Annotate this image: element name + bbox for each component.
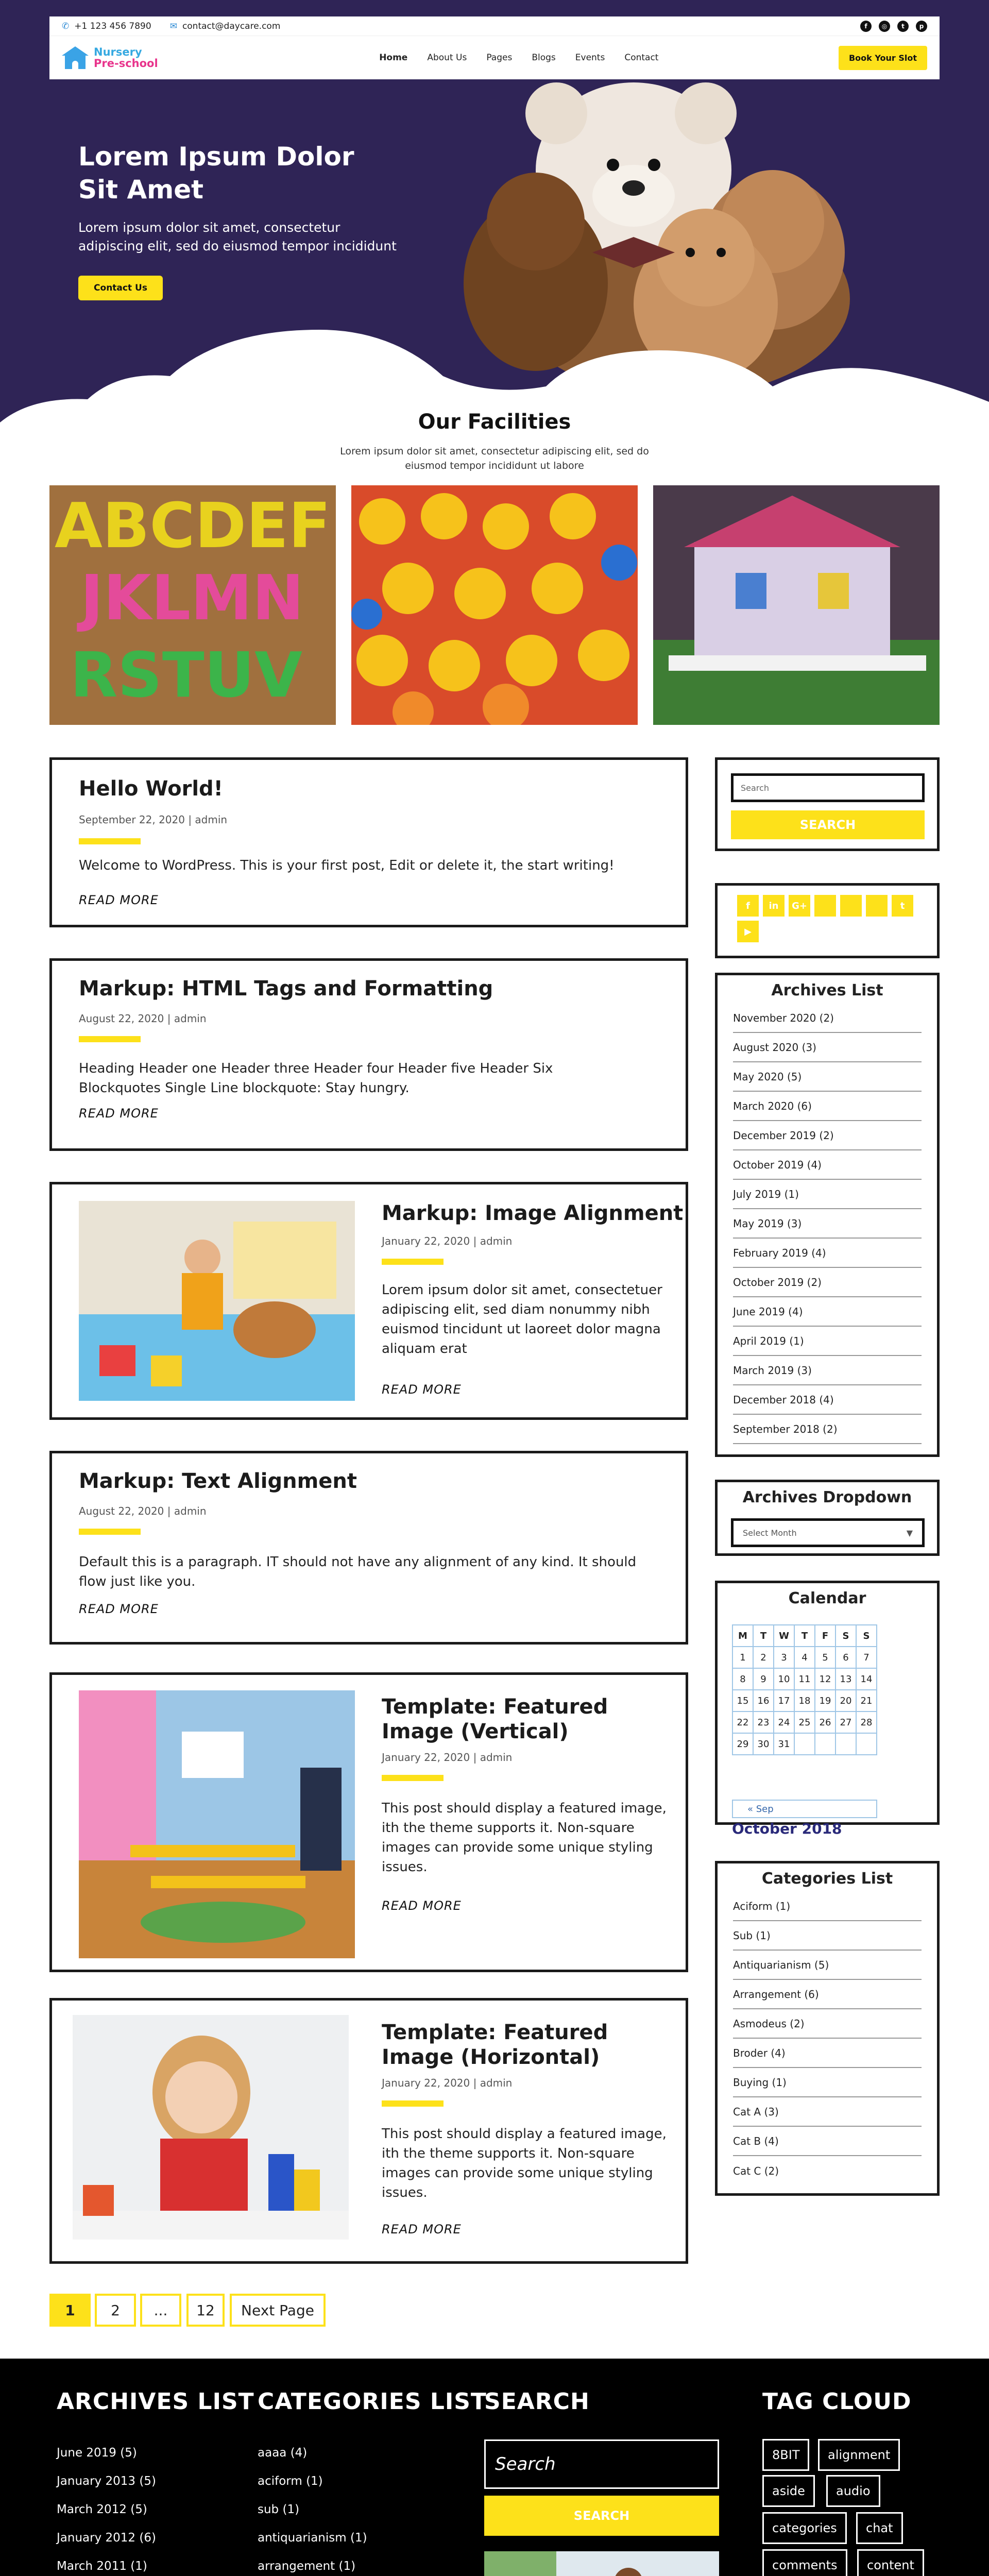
linkedin-icon[interactable]: in	[763, 895, 785, 917]
archives-dropdown-widget	[715, 1480, 940, 1556]
archive-link[interactable]: November 2020 (2)	[733, 1004, 922, 1033]
twitter-icon[interactable]: t	[897, 21, 909, 32]
post-title[interactable]: Markup: HTML Tags and Formatting	[79, 977, 493, 1001]
calendar-day: 28	[856, 1711, 877, 1733]
weekday-label: T	[794, 1625, 815, 1647]
post-title[interactable]: Template: Featured Image (Vertical)	[382, 1695, 608, 1743]
child-playing-image	[79, 1201, 355, 1401]
calendar-day: 21	[856, 1690, 877, 1711]
footer-archive-link[interactable]: March 2011 (1)	[57, 2560, 147, 2573]
tag-link[interactable]: audio	[826, 2475, 880, 2507]
hero-subtitle: Lorem ipsum dolor sit amet, consectetur adipiscing elit, sed do eiusmod tempor incididunt	[78, 220, 397, 253]
google-plus-icon[interactable]: G+	[789, 895, 810, 917]
calendar-month: October 2018	[732, 1820, 842, 1837]
footer-category-link[interactable]: sub (1)	[258, 2503, 300, 2516]
calendar-day: 4	[794, 1647, 815, 1668]
footer	[0, 2359, 989, 2576]
calendar-day	[835, 1733, 856, 1755]
calendar-day: 6	[835, 1647, 856, 1668]
category-link[interactable]: Antiquarianism (5)	[733, 1951, 922, 1980]
facebook-icon[interactable]: f	[737, 895, 759, 917]
archive-link[interactable]: October 2019 (2)	[733, 1268, 922, 1297]
page-ellipsis: ...	[140, 2294, 181, 2327]
calendar-day: 10	[774, 1668, 794, 1690]
caret-down-icon: ▼	[906, 1528, 913, 1538]
post-card	[49, 757, 688, 927]
email-text: contact@daycare.com	[182, 21, 281, 31]
footer-tags-title: TAG CLOUD	[762, 2388, 912, 2415]
svg-text:JKLMN: JKLMN	[80, 563, 304, 634]
social-grid	[737, 895, 923, 942]
calendar-day	[815, 1733, 835, 1755]
read-more-link[interactable]: READ MORE	[382, 2222, 462, 2236]
sidebar-search-input[interactable]: Search	[731, 773, 925, 802]
post-card	[49, 1998, 688, 2264]
calendar-day: 27	[835, 1711, 856, 1733]
facilities-subtitle: Lorem ipsum dolor sit amet, consectetur adipiscing elit, sed do eiusmod tempor incididunt ut labore	[340, 446, 649, 471]
phone-icon: ✆	[62, 21, 70, 31]
title-underline	[79, 838, 141, 844]
footer-search-input[interactable]: Search	[484, 2439, 719, 2489]
footer-archives-list	[57, 2446, 177, 2576]
category-link[interactable]: Buying (1)	[733, 2068, 922, 2097]
calendar-day: 7	[856, 1647, 877, 1668]
nav-contact[interactable]: Contact	[624, 53, 659, 63]
calendar-day: 19	[815, 1690, 835, 1711]
page-1-button[interactable]: 1	[49, 2294, 91, 2327]
archive-link[interactable]: July 2019 (1)	[733, 1180, 922, 1209]
svg-text:RSTUV: RSTUV	[70, 640, 302, 711]
footer-categories-list	[258, 2446, 367, 2576]
post-meta: January 22, 2020 | admin	[382, 1235, 513, 1247]
post-excerpt: This post should display a featured image, ith the theme supports it. Non-square images can provide some unique styling issues.	[382, 2126, 667, 2200]
title-underline	[79, 1036, 141, 1042]
month-select-value: Select Month	[743, 1528, 797, 1538]
footer-category-link[interactable]: aciform (1)	[258, 2475, 323, 2488]
facebook-icon[interactable]: f	[860, 21, 872, 32]
archive-link[interactable]: March 2019 (3)	[733, 1356, 922, 1385]
rubber-ducks-image	[351, 485, 638, 725]
search-widget	[715, 757, 940, 851]
tag-link[interactable]: alignment	[818, 2439, 900, 2471]
main-navbar	[49, 36, 940, 79]
category-link[interactable]: Cat B (4)	[733, 2127, 922, 2156]
svg-text:ABCDEF: ABCDEF	[55, 490, 331, 562]
tag-link[interactable]: content	[857, 2549, 924, 2576]
category-link[interactable]: Sub (1)	[733, 1921, 922, 1951]
categories-title: Categories List	[761, 1870, 893, 1888]
post-card	[49, 1182, 688, 1420]
post-meta: August 22, 2020 | admin	[79, 1505, 207, 1517]
social-icon[interactable]	[840, 895, 862, 917]
email-contact[interactable]	[170, 21, 281, 31]
footer-archive-link[interactable]: March 2012 (5)	[57, 2503, 147, 2516]
nav-blogs[interactable]: Blogs	[532, 53, 556, 63]
footer-archives-title: ARCHIVES LIST	[57, 2388, 254, 2415]
footer-category-link[interactable]: antiquarianism (1)	[258, 2531, 367, 2545]
post-excerpt: Welcome to WordPress. This is your first post, Edit or delete it, the start writing!	[79, 858, 615, 873]
page-2-button[interactable]: 2	[95, 2294, 136, 2327]
calendar-day: 29	[732, 1733, 753, 1755]
category-link[interactable]: Broder (4)	[733, 2039, 922, 2068]
logo-line-1: Nursery	[94, 46, 142, 58]
house-logo-icon	[62, 46, 89, 69]
post-title[interactable]: Hello World!	[79, 777, 223, 801]
read-more-link[interactable]: READ MORE	[382, 1382, 462, 1397]
post-card	[49, 1672, 688, 1972]
post-card	[49, 1451, 688, 1645]
post-title[interactable]: Markup: Text Alignment	[79, 1469, 357, 1493]
post-card	[49, 958, 688, 1151]
archive-link[interactable]: December 2019 (2)	[733, 1121, 922, 1150]
nav-about[interactable]: About Us	[427, 53, 467, 63]
calendar-day: 24	[774, 1711, 794, 1733]
calendar-day	[856, 1733, 877, 1755]
post-meta: September 22, 2020 | admin	[79, 814, 228, 826]
nav-menu	[338, 53, 658, 63]
book-slot-button[interactable]: Book Your Slot	[839, 46, 927, 70]
logo-line-2: Pre-school	[94, 57, 158, 70]
tag-link[interactable]: chat	[856, 2512, 903, 2544]
mail-icon: ✉	[169, 21, 177, 31]
archive-link[interactable]: May 2020 (5)	[733, 1062, 922, 1092]
weekday-label: F	[815, 1625, 835, 1647]
site-logo[interactable]	[62, 46, 158, 69]
read-more-link[interactable]: READ MORE	[79, 1106, 159, 1121]
social-icon[interactable]	[866, 895, 888, 917]
category-link[interactable]: Aciform (1)	[733, 1892, 922, 1921]
facilities-title: Our Facilities	[418, 410, 571, 434]
weekday-label: M	[732, 1625, 753, 1647]
calendar-day: 14	[856, 1668, 877, 1690]
calendar-day: 16	[753, 1690, 774, 1711]
hero-title: Lorem Ipsum Dolor Sit Amet	[78, 142, 354, 205]
calendar-day: 13	[835, 1668, 856, 1690]
calendar-day	[794, 1733, 815, 1755]
tag-link[interactable]: categories	[762, 2512, 847, 2544]
page-12-button[interactable]: 12	[186, 2294, 225, 2327]
calendar-day: 11	[794, 1668, 815, 1690]
phone-contact[interactable]	[62, 21, 151, 31]
calendar-widget	[715, 1581, 940, 1837]
footer-search-button[interactable]: SEARCH	[484, 2496, 719, 2536]
archives-title: Archives List	[771, 981, 883, 999]
archive-link[interactable]: December 2018 (4)	[733, 1385, 922, 1415]
post-meta: January 22, 2020 | admin	[382, 2077, 513, 2089]
dropdown-title: Archives Dropdown	[742, 1488, 912, 1506]
social-icon[interactable]	[814, 895, 836, 917]
calendar-prev-link[interactable]: « Sep	[732, 1800, 877, 1818]
post-meta: January 22, 2020 | admin	[382, 1751, 513, 1764]
calendar-day: 20	[835, 1690, 856, 1711]
post-excerpt: Heading Header one Header three Header four Header five Header Six Blockquotes Single Line blockquote: Stay hungry.	[79, 1061, 553, 1096]
calendar-title: Calendar	[788, 1589, 866, 1607]
weekday-label: S	[835, 1625, 856, 1647]
weekday-label: W	[774, 1625, 794, 1647]
social-widget	[715, 883, 940, 958]
footer-archive-link[interactable]: January 2013 (5)	[57, 2475, 156, 2488]
phone-text: +1 123 456 7890	[74, 21, 151, 31]
month-select[interactable]	[731, 1518, 925, 1547]
toy-house-image	[653, 485, 940, 725]
calendar-day: 22	[732, 1711, 753, 1733]
calendar-day: 2	[753, 1647, 774, 1668]
calendar-day: 9	[753, 1668, 774, 1690]
read-more-link[interactable]: READ MORE	[79, 1602, 159, 1616]
top-bar	[49, 16, 940, 36]
tag-link[interactable]: aside	[762, 2475, 815, 2507]
post-excerpt: Lorem ipsum dolor sit amet, consectetuer adipiscing elit, sed diam nonummy nibh euismod tincidunt ut laoreet dolor magna aliquam erat	[382, 1282, 662, 1357]
title-underline	[382, 1259, 444, 1265]
calendar-day: 12	[815, 1668, 835, 1690]
calendar-day: 18	[794, 1690, 815, 1711]
read-more-link[interactable]: READ MORE	[382, 1899, 462, 1913]
categories-list	[718, 1892, 937, 2185]
archive-link[interactable]: June 2019 (4)	[733, 1297, 922, 1327]
category-link[interactable]: Cat C (2)	[733, 2164, 779, 2177]
footer-archive-link[interactable]: January 2012 (6)	[57, 2531, 156, 2545]
nav-pages[interactable]: Pages	[486, 53, 513, 63]
alphabet-letters-image	[49, 485, 336, 725]
footer-archive-link[interactable]: June 2019 (5)	[57, 2446, 137, 2460]
calendar-day: 31	[774, 1733, 794, 1755]
archive-link[interactable]: April 2019 (1)	[733, 1327, 922, 1356]
nav-home[interactable]: Home	[379, 53, 408, 63]
calendar-day: 23	[753, 1711, 774, 1733]
archive-link[interactable]: February 2019 (4)	[733, 1239, 922, 1268]
calendar-day: 3	[774, 1647, 794, 1668]
post-meta: August 22, 2020 | admin	[79, 1012, 207, 1025]
calendar-day: 30	[753, 1733, 774, 1755]
weekday-label: S	[856, 1625, 877, 1647]
archive-link[interactable]: September 2018 (2)	[733, 1415, 922, 1444]
post-title[interactable]: Template: Featured Image (Horizontal)	[382, 2021, 608, 2069]
post-title[interactable]: Markup: Image Alignment	[382, 1201, 684, 1225]
youtube-icon[interactable]: ▶	[737, 921, 759, 942]
post-excerpt: Default this is a paragraph. IT should not have any alignment of any kind. It should flow just like you.	[79, 1554, 637, 1589]
categories-widget	[715, 1861, 940, 2196]
classroom-image	[79, 1690, 355, 1958]
calendar-day: 1	[732, 1647, 753, 1668]
footer-search-title: SEARCH	[484, 2388, 590, 2415]
calendar-day: 25	[794, 1711, 815, 1733]
footer-category-link[interactable]: aaaa (4)	[258, 2446, 308, 2460]
title-underline	[79, 1529, 141, 1535]
category-link[interactable]: Arrangement (6)	[733, 1980, 922, 2009]
tag-link[interactable]: 8BIT	[762, 2439, 809, 2471]
archive-link[interactable]: May 2019 (3)	[733, 1209, 922, 1239]
post-excerpt: This post should display a featured image, ith the theme supports it. Non-square images can provide some unique styling issues.	[382, 1801, 667, 1875]
archives-widget	[715, 973, 940, 1457]
sidebar-search-button[interactable]: SEARCH	[731, 810, 925, 839]
instagram-icon[interactable]: ◎	[879, 21, 890, 32]
archives-list	[718, 1004, 937, 1444]
calendar-day: 26	[815, 1711, 835, 1733]
category-link[interactable]: Cat A (3)	[733, 2097, 922, 2127]
read-more-link[interactable]: READ MORE	[79, 893, 159, 907]
calendar-day: 15	[732, 1690, 753, 1711]
classroom-kids-image	[484, 2551, 719, 2576]
category-link[interactable]: Asmodeus (2)	[733, 2009, 922, 2039]
footer-categories-title: CATEGORIES LIST	[258, 2388, 487, 2415]
twitter-icon[interactable]: t	[892, 895, 913, 917]
next-page-button[interactable]: Next Page	[230, 2294, 326, 2327]
pinterest-icon[interactable]: p	[916, 21, 927, 32]
archive-link[interactable]: October 2019 (4)	[733, 1150, 922, 1180]
weekday-label: T	[753, 1625, 774, 1647]
social-links	[860, 21, 927, 32]
calendar-table	[732, 1624, 877, 1755]
girl-smiling-image	[73, 2015, 349, 2240]
contact-us-button[interactable]: Contact Us	[78, 276, 163, 300]
title-underline	[382, 1775, 444, 1781]
footer-category-link[interactable]: arrangement (1)	[258, 2560, 356, 2573]
nav-events[interactable]: Events	[575, 53, 605, 63]
tag-link[interactable]: comments	[762, 2549, 847, 2576]
archive-link[interactable]: August 2020 (3)	[733, 1033, 922, 1062]
calendar-day: 8	[732, 1668, 753, 1690]
calendar-day: 5	[815, 1647, 835, 1668]
calendar-day: 17	[774, 1690, 794, 1711]
title-underline	[382, 2100, 444, 2107]
archive-link[interactable]: March 2020 (6)	[733, 1092, 922, 1121]
